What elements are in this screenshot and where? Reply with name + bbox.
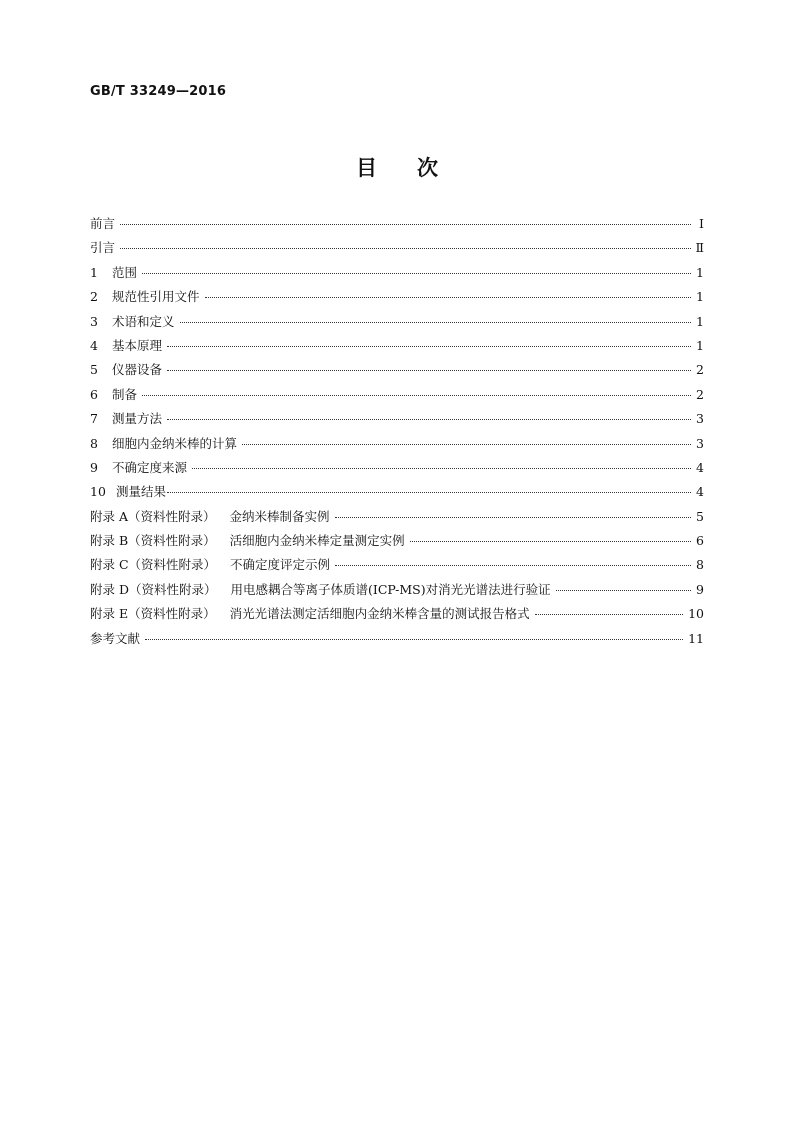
toc-leader-dots xyxy=(167,419,691,420)
toc-leader-dots xyxy=(120,248,690,249)
toc-page-number: 1 xyxy=(696,289,704,305)
toc-leader-dots xyxy=(335,517,691,518)
toc-entry-section-8[interactable] xyxy=(90,434,704,458)
toc-entry-foreword[interactable] xyxy=(90,214,704,238)
toc-entry-annex-e[interactable] xyxy=(90,604,704,628)
toc-leader-dots xyxy=(142,395,691,396)
toc-page-number: 8 xyxy=(696,557,704,573)
toc-section-number: 5 xyxy=(90,362,98,378)
toc-entry-section-7[interactable] xyxy=(90,409,704,433)
toc-annex-tag: 附录 A（资料性附录） xyxy=(90,508,216,524)
toc-entry-section-5[interactable] xyxy=(90,360,704,384)
toc-page-number: 2 xyxy=(696,386,704,402)
toc-entry-section-6[interactable] xyxy=(90,385,704,409)
standard-code: GB/T 33249—2016 xyxy=(90,84,227,99)
toc-entry-label: 细胞内金纳米棒的计算 xyxy=(112,435,238,451)
toc-entry-introduction[interactable] xyxy=(90,238,704,262)
toc-entry-label: 测量方法 xyxy=(112,411,163,427)
toc-entry-label xyxy=(90,555,330,573)
toc-section-number: 1 xyxy=(90,264,98,280)
toc-entry-section-9[interactable] xyxy=(90,458,704,482)
toc-annex-title: 用电感耦合等离子体质谱(ICP-MS)对消光光谱法进行验证 xyxy=(230,581,551,597)
toc-annex-tag: 附录 C（资料性附录） xyxy=(90,557,217,573)
toc-section-number: 9 xyxy=(90,459,98,475)
toc-entry-annex-d[interactable] xyxy=(90,580,704,604)
toc-entry-annex-b[interactable] xyxy=(90,531,704,555)
toc-page-number: 1 xyxy=(696,264,704,280)
toc-entry-section-3[interactable] xyxy=(90,312,704,336)
toc-page-number: 11 xyxy=(688,630,704,646)
toc-entry-section-10[interactable] xyxy=(90,482,704,506)
toc-page-number: 9 xyxy=(696,581,704,597)
toc-entry-section-4[interactable] xyxy=(90,336,704,360)
table-of-contents xyxy=(90,214,704,653)
toc-entry-label: 基本原理 xyxy=(112,337,163,353)
toc-annex-title: 活细胞内金纳米棒定量测定实例 xyxy=(229,533,405,549)
toc-entry-bibliography[interactable] xyxy=(90,629,704,653)
toc-entry-section-2[interactable] xyxy=(90,287,704,311)
toc-leader-dots xyxy=(556,590,691,591)
toc-page-number: 1 xyxy=(696,313,704,329)
toc-entry-label xyxy=(90,604,530,622)
toc-leader-dots xyxy=(167,370,691,371)
toc-leader-dots xyxy=(167,346,691,347)
toc-entry-label: 参考文献 xyxy=(90,630,141,646)
toc-page-number: 2 xyxy=(696,362,704,378)
toc-leader-dots xyxy=(192,468,691,469)
toc-section-number: 3 xyxy=(90,313,98,329)
toc-leader-dots xyxy=(335,565,691,566)
toc-page-number: 4 xyxy=(696,459,704,475)
toc-leader-dots xyxy=(120,224,691,225)
toc-leader-dots xyxy=(145,639,683,640)
toc-leader-dots xyxy=(167,492,691,493)
toc-entry-section-1[interactable] xyxy=(90,263,704,287)
toc-annex-tag: 附录 B（资料性附录） xyxy=(90,533,216,549)
toc-entry-label: 规范性引用文件 xyxy=(112,289,200,305)
toc-leader-dots xyxy=(410,541,691,542)
toc-page-number: 6 xyxy=(696,533,704,549)
toc-annex-title: 金纳米棒制备实例 xyxy=(229,508,330,524)
toc-leader-dots xyxy=(142,273,691,274)
toc-entry-label: 范围 xyxy=(112,264,138,280)
toc-annex-title: 消光光谱法测定活细胞内金纳米棒含量的测试报告格式 xyxy=(229,606,530,622)
toc-entry-label xyxy=(90,580,551,598)
toc-section-number: 4 xyxy=(90,337,98,353)
toc-leader-dots xyxy=(205,297,691,298)
toc-entry-label: 不确定度来源 xyxy=(112,459,188,475)
toc-page-number: 3 xyxy=(696,411,704,427)
toc-leader-dots xyxy=(180,322,691,323)
toc-section-number: 8 xyxy=(90,435,98,451)
toc-entry-annex-a[interactable] xyxy=(90,507,704,531)
toc-entry-label xyxy=(90,531,405,549)
toc-section-number: 2 xyxy=(90,289,98,305)
toc-section-number: 10 xyxy=(90,484,106,500)
toc-entry-label xyxy=(90,507,330,525)
toc-page-number: Ⅱ xyxy=(695,240,704,256)
toc-section-number: 7 xyxy=(90,411,98,427)
toc-entry-label: 仪器设备 xyxy=(112,362,163,378)
toc-leader-dots xyxy=(242,444,691,445)
toc-section-number: 6 xyxy=(90,386,98,402)
toc-leader-dots xyxy=(535,614,683,615)
toc-page-number: 3 xyxy=(696,435,704,451)
toc-page-number: 5 xyxy=(696,508,704,524)
toc-entry-label: 术语和定义 xyxy=(112,313,175,329)
toc-page-number: Ⅰ xyxy=(699,216,704,231)
toc-entry-label: 引言 xyxy=(90,240,116,256)
toc-entry-label: 前言 xyxy=(90,216,116,231)
toc-annex-title: 不确定度评定示例 xyxy=(230,557,331,573)
toc-page-number: 10 xyxy=(688,606,704,622)
toc-entry-label: 测量结果 xyxy=(116,484,167,500)
toc-entry-annex-c[interactable] xyxy=(90,555,704,579)
toc-entry-label: 制备 xyxy=(112,386,138,402)
toc-page-number: 4 xyxy=(696,484,704,500)
toc-page-number: 1 xyxy=(696,337,704,353)
toc-annex-tag: 附录 E（资料性附录） xyxy=(90,606,216,622)
page-title: 目次 xyxy=(356,156,478,180)
toc-annex-tag: 附录 D（资料性附录） xyxy=(90,581,217,597)
